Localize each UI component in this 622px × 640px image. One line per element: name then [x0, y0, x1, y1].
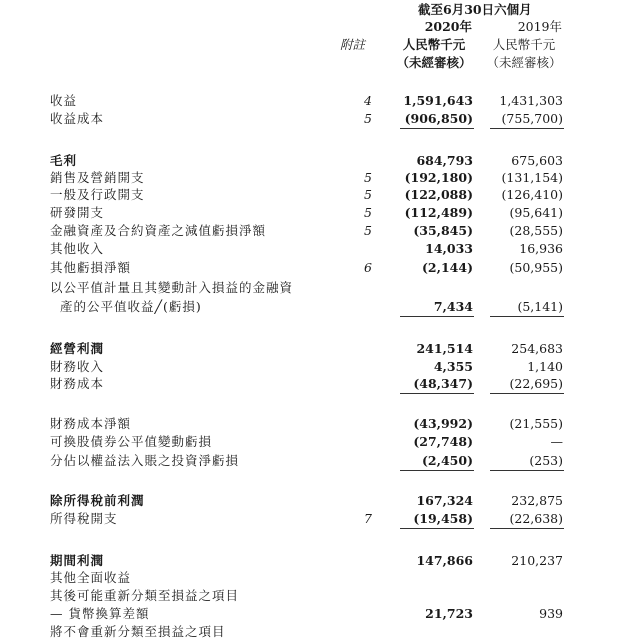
value-2019: (22,695)	[509, 376, 563, 391]
value-2020: (2,144)	[422, 260, 473, 275]
value-2019: (131,154)	[501, 170, 563, 185]
row-label: 收益	[50, 93, 78, 108]
row-label: 金融資產及合約資產之減值虧損淨額	[50, 223, 267, 238]
value-2019: 1,431,303	[499, 93, 563, 108]
year-2020-header: 2020年	[424, 19, 472, 34]
row-note: 5	[364, 111, 372, 126]
value-2019: 210,237	[511, 553, 563, 568]
year-2019-header: 2019年	[517, 19, 562, 34]
note-column-header: 附註	[340, 37, 366, 52]
value-2020: 1,591,643	[403, 93, 473, 108]
audit-2019-header: （未經審核）	[486, 55, 562, 70]
row-note: 5	[364, 187, 372, 202]
value-2019: (253)	[529, 453, 563, 468]
row-note: 5	[364, 170, 372, 185]
value-2019: 16,936	[519, 241, 563, 256]
value-2020: (19,458)	[413, 511, 473, 526]
table-row	[0, 240, 622, 257]
table-row	[0, 587, 622, 604]
table-row	[0, 452, 622, 469]
value-2020: (2,450)	[422, 453, 473, 468]
value-2020: 147,866	[416, 553, 473, 568]
table-row	[0, 186, 622, 203]
value-2019: 232,875	[511, 493, 563, 508]
table-row	[0, 222, 622, 239]
table-row	[0, 169, 622, 186]
subtotal-underline	[490, 470, 564, 471]
row-label: 其他虧損淨額	[50, 260, 132, 275]
row-label: 將不會重新分類至損益之項目	[50, 624, 226, 639]
row-label: — 貨幣換算差額	[50, 606, 150, 621]
row-label: 以公平值計量且其變動計入損益的金融資	[50, 280, 294, 295]
table-row	[0, 279, 622, 296]
table-row	[0, 204, 622, 221]
row-label: 除所得稅前利潤	[50, 493, 145, 508]
subtotal-underline	[400, 128, 474, 129]
table-row	[0, 375, 622, 392]
value-2019: (5,141)	[517, 299, 563, 314]
value-2019: (126,410)	[501, 187, 563, 202]
row-note: 5	[364, 223, 372, 238]
value-2019: (28,555)	[509, 223, 563, 238]
value-2020: 241,514	[416, 341, 473, 356]
table-row	[0, 340, 622, 357]
value-2020: (43,992)	[413, 416, 473, 431]
row-label: 財務收入	[50, 359, 105, 374]
subtotal-underline	[490, 128, 564, 129]
value-2019: (21,555)	[509, 416, 563, 431]
row-label: 其他收入	[50, 241, 105, 256]
value-2020: (122,088)	[404, 187, 473, 202]
table-row	[0, 259, 622, 276]
subtotal-underline	[400, 316, 474, 317]
unit-2020-header: 人民幣千元	[402, 37, 466, 52]
row-note: 6	[364, 260, 372, 275]
table-row	[0, 492, 622, 509]
subtotal-underline	[400, 393, 474, 394]
table-row	[0, 415, 622, 432]
table-row	[0, 433, 622, 450]
row-label: 財務成本	[50, 376, 105, 391]
value-2019: 1,140	[527, 359, 563, 374]
subtotal-underline	[490, 393, 564, 394]
row-label: 其他全面收益	[50, 570, 132, 585]
table-row	[0, 358, 622, 375]
subtotal-underline	[490, 316, 564, 317]
subtotal-underline	[400, 470, 474, 471]
table-row	[0, 152, 622, 169]
row-label: 銷售及營銷開支	[50, 170, 145, 185]
row-note: 7	[364, 511, 372, 526]
value-2020: (35,845)	[413, 223, 473, 238]
row-label: 其後可能重新分類至損益之項目	[50, 588, 240, 603]
value-2019: (95,641)	[509, 205, 563, 220]
value-2019: —	[550, 434, 563, 449]
row-label: 一般及行政開支	[50, 187, 145, 202]
table-row	[0, 605, 622, 622]
table-row	[0, 510, 622, 527]
value-2020: 14,033	[425, 241, 473, 256]
value-2020: 167,324	[416, 493, 473, 508]
value-2020: 7,434	[433, 299, 473, 314]
row-note: 5	[364, 205, 372, 220]
row-label: 期間利潤	[50, 553, 105, 568]
value-2019: (50,955)	[509, 260, 563, 275]
value-2019: 675,603	[511, 153, 563, 168]
value-2019: (755,700)	[501, 111, 563, 126]
value-2020: (112,489)	[404, 205, 473, 220]
value-2020: (48,347)	[413, 376, 473, 391]
row-label: 分佔以權益法入賬之投資淨虧損	[50, 453, 240, 468]
row-label: 產的公平值收益╱(虧損)	[60, 299, 202, 314]
table-row	[0, 552, 622, 569]
row-label: 收益成本	[50, 111, 105, 126]
row-label: 研發開支	[50, 205, 105, 220]
subtotal-underline	[400, 528, 474, 529]
value-2020: (906,850)	[404, 111, 473, 126]
value-2019: 254,683	[511, 341, 563, 356]
value-2019: 939	[539, 606, 563, 621]
subtotal-underline	[490, 528, 564, 529]
row-label: 財務成本淨額	[50, 416, 132, 431]
audit-2020-header: （未經審核）	[396, 55, 472, 70]
row-label: 經營利潤	[50, 341, 105, 356]
table-row	[0, 569, 622, 586]
value-2020: 684,793	[416, 153, 473, 168]
value-2020: 21,723	[425, 606, 473, 621]
row-label: 可換股債券公平值變動虧損	[50, 434, 213, 449]
value-2020: (192,180)	[404, 170, 473, 185]
row-label: 毛利	[50, 153, 78, 168]
value-2020: (27,748)	[413, 434, 473, 449]
period-header: 截至6月30日六個月	[418, 2, 532, 17]
table-row	[0, 298, 622, 315]
table-row	[0, 92, 622, 109]
table-row	[0, 623, 622, 640]
unit-2019-header: 人民幣千元	[492, 37, 556, 52]
value-2019: (22,638)	[509, 511, 563, 526]
table-row	[0, 110, 622, 127]
value-2020: 4,355	[433, 359, 473, 374]
row-label: 所得稅開支	[50, 511, 118, 526]
row-note: 4	[364, 93, 372, 108]
